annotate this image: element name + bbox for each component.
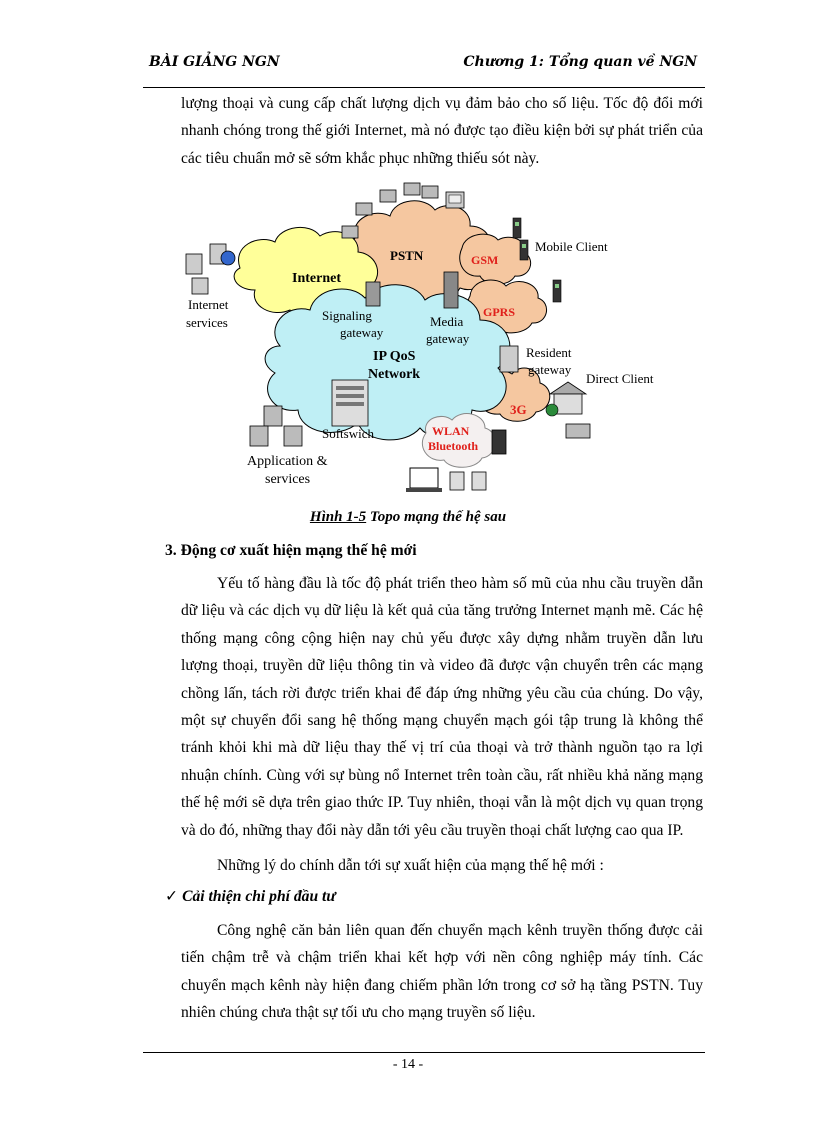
label-media-2: gateway (426, 331, 470, 346)
label-resident-2: gateway (528, 362, 572, 377)
label-direct-client: Direct Client (586, 371, 654, 386)
label-internet-services-2: services (186, 315, 228, 330)
paragraph-2: Những lý do chính dẫn tới sự xuất hiện của mạng thế hệ mới : (217, 857, 604, 874)
signaling-gateway-icon (366, 282, 380, 306)
subheading (165, 887, 336, 906)
label-internet: Internet (292, 271, 341, 286)
intro-paragraph: lượng thoại và cung cấp chất lượng dịch vụ đảm bảo cho số liệu. Tốc độ đổi mới nhanh chóng trong thế giới Internet, mà nó được tạo điều kiện bởi sự phát triển của các tiêu chuẩn mở sẽ sớm khắc phục những thiếu sót này. (181, 95, 703, 167)
fax-icon (446, 192, 464, 208)
label-signaling-2: gateway (340, 325, 384, 340)
section-heading: 3. Động cơ xuất hiện mạng thế hệ mới (165, 542, 417, 559)
network-topology-figure (180, 178, 670, 500)
caption-title: Topo mạng thế hệ sau (369, 509, 507, 525)
label-application-2: services (265, 472, 311, 487)
header-left-title: BÀI GIẢNG NGN (149, 54, 280, 70)
resident-gateway-icon (500, 346, 518, 372)
label-resident-1: Resident (526, 345, 572, 360)
house-icon (546, 382, 590, 438)
label-wlan: WLAN (432, 424, 470, 438)
label-3g: 3G (510, 402, 527, 417)
page-number: - 14 - (392, 1057, 424, 1072)
caption-number: Hình 1-5 (309, 509, 367, 525)
label-gprs: GPRS (483, 305, 516, 319)
paragraph-3: Công nghệ căn bản liên quan đến chuyển mạch kênh truyền thống được cải tiến chậm trễ và chậm triển khai kết hợp với nền công nghiệp máy tính. Các chuyển mạch kênh này hiện đang chiếm phần lớn trong cơ sở hạ tầng PSTN. Tuy nhiên chúng chưa thật sự tối ưu cho mạng truyền số liệu. (181, 922, 703, 1022)
header-divider (143, 87, 705, 88)
label-softswitch: Softswich (322, 426, 374, 441)
label-network: Network (368, 367, 421, 382)
label-bluetooth: Bluetooth (428, 439, 479, 453)
subheading-text: Cải thiện chi phí đầu tư (182, 888, 336, 905)
softswitch-icon (332, 380, 368, 426)
label-pstn: PSTN (390, 248, 424, 263)
footer-divider (143, 1052, 705, 1053)
figure-caption (0, 509, 816, 526)
label-media-1: Media (430, 314, 464, 329)
label-gsm: GSM (471, 253, 499, 267)
label-application-1: Application & (247, 454, 328, 469)
paragraph-1: Yếu tố hàng đầu là tốc độ phát triển theo hàm số mũ của nhu cầu truyền dẫn dữ liệu và các dịch vụ dữ liệu là kết quả của tăng trưởng Internet mạnh mẽ. Các hệ thống mạng công cộng hiện nay chủ yếu được xây dựng nhằm truyền dẫn lưu lượng thoại, truyền dữ liệu thông tin và video đã được vận chuyển trên các mạng chồng lấn, tách rời được triển khai để đáp ứng những yêu cầu của chúng. Do vậy, một sự chuyển đổi sang hệ thống mạng chuyển mạch gói tập trung là không thể tránh khỏi khi mà dữ liệu thay thế vị trí của thoại và trở thành nguồn tạo ra lợi nhuận chính. Cùng với sự bùng nổ Internet trên toàn cầu, rất nhiều khả năng mạng thế hệ mới sẽ dựa trên giao thức IP. Tuy nhiên, thoại vẫn là một dịch vụ quan trọng và do đó, những thay đổi này dẫn tới yêu cầu truyền thoại chất lượng cao qua IP. (181, 575, 703, 839)
label-ip-qos: IP QoS (373, 349, 416, 364)
page-header (143, 50, 705, 76)
checkmark-icon: ✓ (165, 887, 179, 905)
label-mobile-client: Mobile Client (535, 239, 608, 254)
internet-server-icon (186, 244, 235, 294)
media-gateway-icon (444, 272, 458, 308)
label-signaling-1: Signaling (322, 308, 372, 323)
header-right-title: Chương 1: Tổng quan về NGN (463, 54, 697, 70)
application-server-icon (250, 406, 302, 446)
label-internet-services-1: Internet (188, 297, 229, 312)
